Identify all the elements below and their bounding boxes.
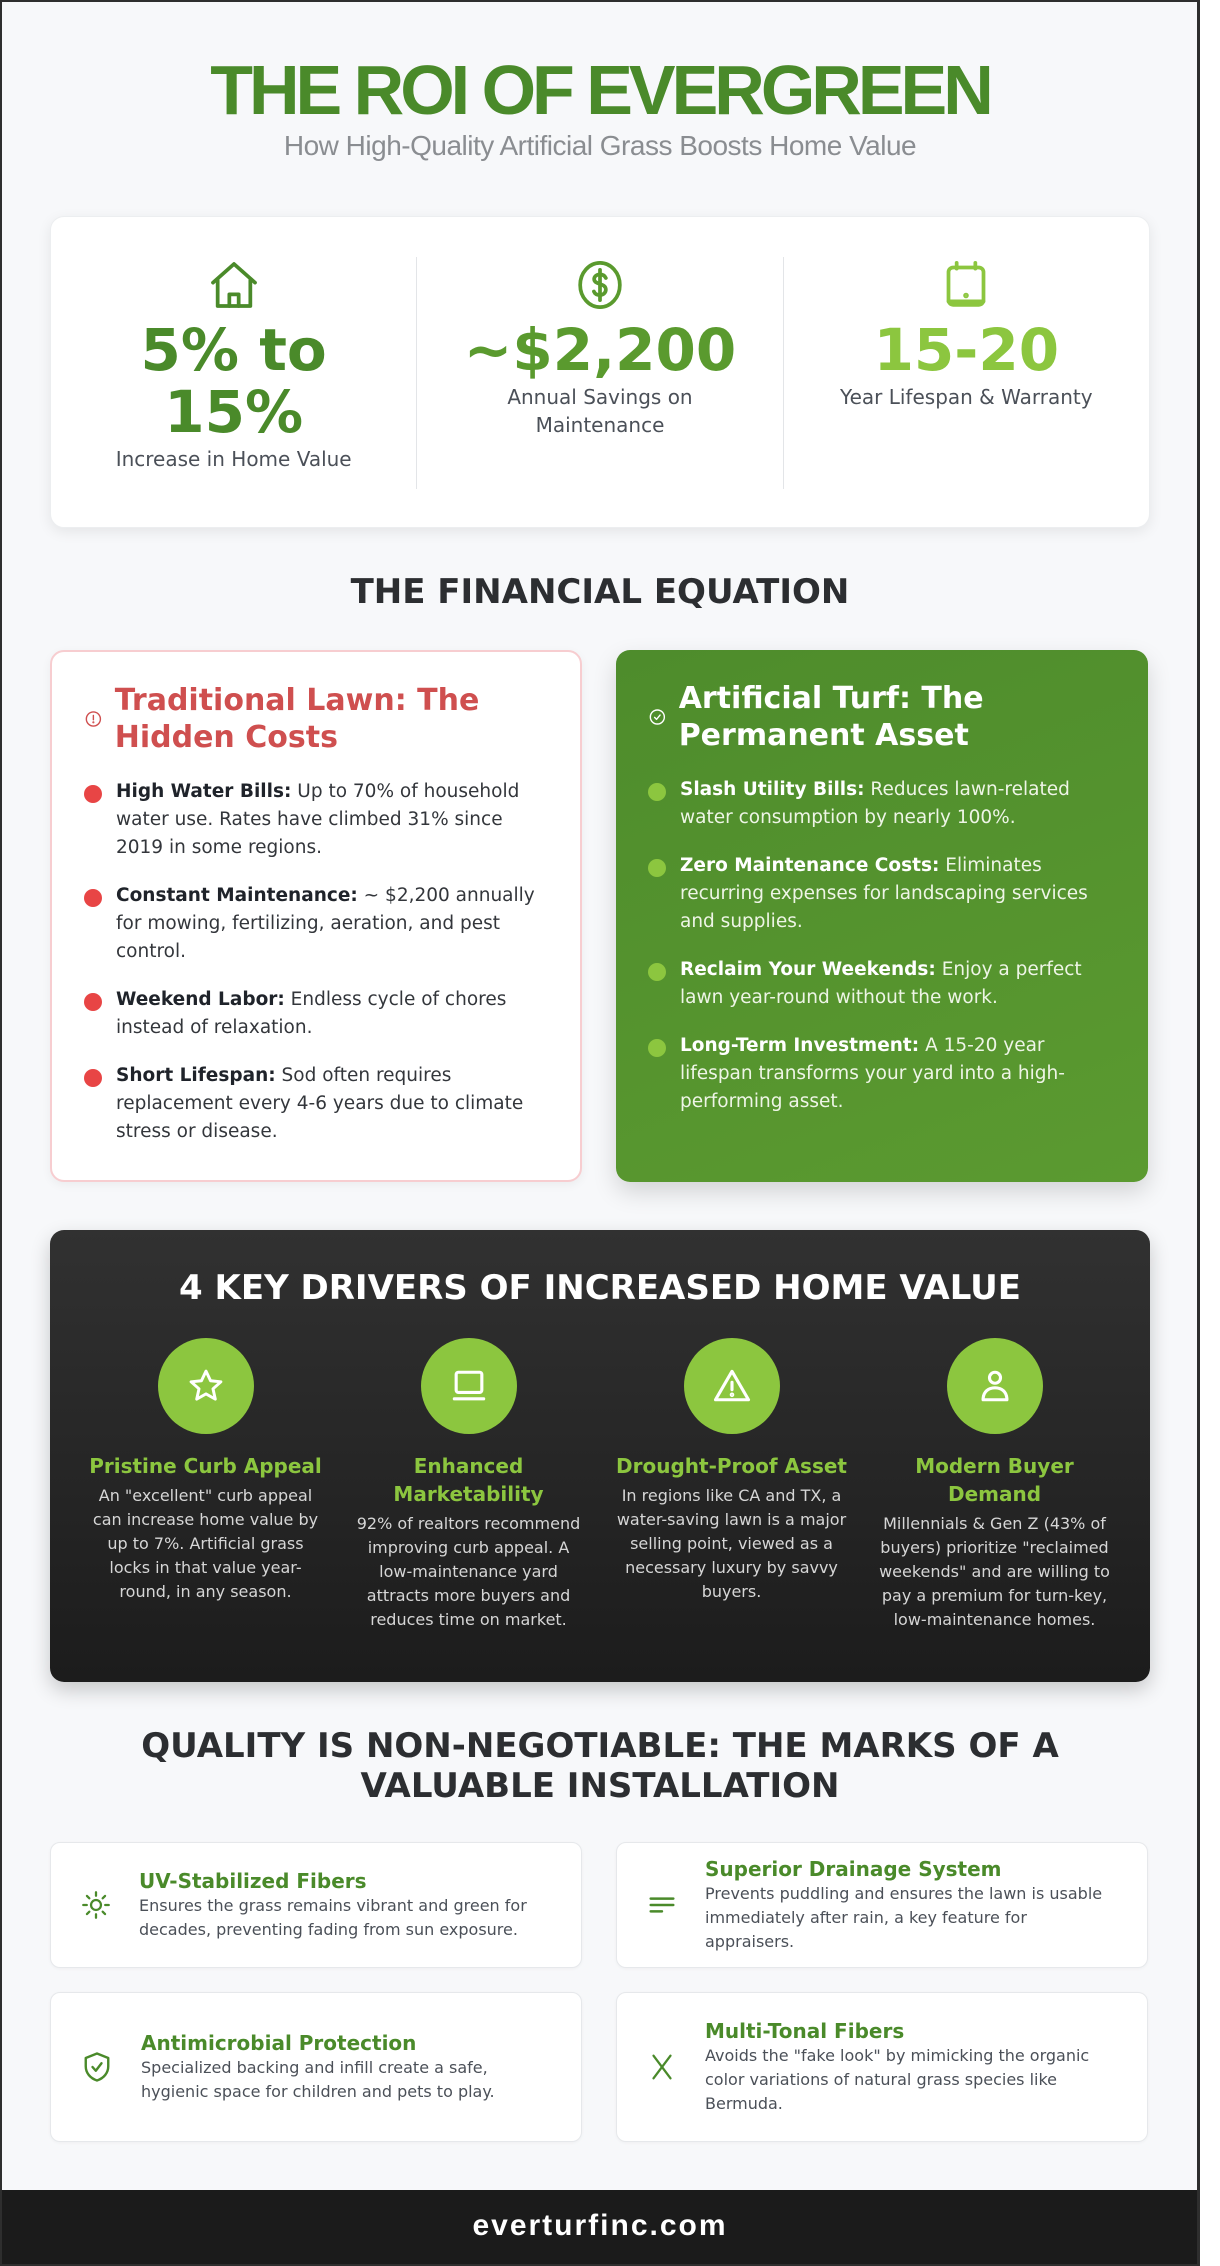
stat-value: 5% to 15% bbox=[140, 316, 327, 446]
stats-card bbox=[50, 216, 1150, 528]
artificial-turf-title: Artificial Turf: The Permanent Asset bbox=[678, 681, 984, 753]
drainage-lines-icon bbox=[645, 1888, 679, 1922]
bullet-dot-icon bbox=[84, 785, 102, 803]
list-item: Slash Utility Bills: Reduces lawn-related water consumption by nearly 100%. bbox=[648, 776, 1114, 832]
house-icon bbox=[206, 257, 262, 313]
stat-annual-savings bbox=[416, 257, 782, 489]
quality-text: Specialized backing and infill create a safe, hygienic space for children and pets to play. bbox=[141, 2058, 495, 2101]
x-icon bbox=[645, 2050, 679, 2084]
website-link[interactable]: everturfinc.com bbox=[472, 2209, 728, 2242]
traditional-lawn-card bbox=[50, 650, 582, 1182]
driver-text: 92% of realtors recommend improving curb appeal. A low-maintenance yard attracts more buyers and reduces time on market. bbox=[356, 1514, 581, 1629]
driver-marketability bbox=[337, 1338, 600, 1632]
bullet-dot-icon bbox=[84, 1069, 102, 1087]
sun-icon bbox=[79, 1888, 113, 1922]
list-item: Zero Maintenance Costs: Eliminates recurring expenses for landscaping services and supplies. bbox=[648, 852, 1114, 936]
key-drivers-title: 4 KEY DRIVERS OF INCREASED HOME VALUE bbox=[179, 1268, 1021, 1308]
stat-value: 15-20 bbox=[873, 316, 1060, 384]
driver-drought-proof bbox=[600, 1338, 863, 1632]
alert-circle-icon bbox=[84, 706, 103, 732]
traditional-cost-list bbox=[84, 778, 546, 1146]
quality-section-title: QUALITY IS NON-NEGOTIABLE: THE MARKS OF A VALUABLE INSTALLATION bbox=[141, 1726, 1059, 1806]
driver-curb-appeal bbox=[74, 1338, 337, 1632]
page-subtitle: How High-Quality Artificial Grass Boosts Home Value bbox=[283, 130, 917, 161]
list-item: High Water Bills: Up to 70% of household water use. Rates have climbed 31% since 2019 in some regions. bbox=[84, 778, 546, 862]
bullet-dot-icon bbox=[648, 963, 666, 981]
check-circle-icon bbox=[648, 704, 667, 730]
quality-title: Multi-Tonal Fibers bbox=[705, 2019, 905, 2043]
footer bbox=[2, 2190, 1198, 2266]
artificial-turf-card bbox=[616, 650, 1148, 1182]
dollar-circle-icon bbox=[572, 257, 628, 313]
stat-lifespan bbox=[783, 257, 1149, 489]
bullet-dot-icon bbox=[84, 889, 102, 907]
bullet-dot-icon bbox=[648, 1039, 666, 1057]
stat-label: Annual Savings on Maintenance bbox=[507, 385, 693, 437]
quality-drainage bbox=[616, 1842, 1148, 1968]
financial-section-title: THE FINANCIAL EQUATION bbox=[350, 572, 850, 612]
star-icon bbox=[185, 1365, 227, 1407]
shield-check-icon bbox=[79, 2049, 115, 2085]
quality-uv-fibers bbox=[50, 1842, 582, 1968]
stat-value: ~$2,200 bbox=[463, 316, 737, 384]
list-item: Constant Maintenance: ~ $2,200 annually for mowing, fertilizing, aeration, and pest control. bbox=[84, 882, 546, 966]
bullet-dot-icon bbox=[648, 783, 666, 801]
bullet-dot-icon bbox=[648, 859, 666, 877]
quality-text: Prevents puddling and ensures the lawn is usable immediately after rain, a key feature for appraisers. bbox=[705, 1884, 1103, 1951]
list-item: Long-Term Investment: A 15-20 year lifespan transforms your yard into a high-performing asset. bbox=[648, 1032, 1114, 1116]
list-item: Weekend Labor: Endless cycle of chores instead of relaxation. bbox=[84, 986, 546, 1042]
driver-title: Pristine Curb Appeal bbox=[89, 1454, 322, 1478]
quality-title: Antimicrobial Protection bbox=[141, 2031, 417, 2055]
quality-multi-tonal bbox=[616, 1992, 1148, 2142]
page-title: THE ROI OF EVERGREEN bbox=[210, 51, 990, 129]
quality-text: Ensures the grass remains vibrant and green for decades, preventing fading from sun exposure. bbox=[139, 1896, 527, 1939]
driver-title: Enhanced Marketability bbox=[393, 1454, 544, 1506]
quality-title: UV-Stabilized Fibers bbox=[139, 1869, 367, 1893]
bullet-dot-icon bbox=[84, 993, 102, 1011]
quality-title: Superior Drainage System bbox=[705, 1857, 1002, 1881]
driver-text: An "excellent" curb appeal can increase home value by up to 7%. Artificial grass locks in that value year-round, in any season. bbox=[92, 1486, 319, 1601]
driver-text: Millennials & Gen Z (43% of buyers) prioritize "reclaimed weekends" and are willing to pay a premium for turn-key, low-maintenance homes. bbox=[879, 1514, 1110, 1629]
driver-text: In regions like CA and TX, a water-saving lawn is a major selling point, viewed as a necessary luxury by savvy buyers. bbox=[616, 1486, 847, 1601]
stat-home-value bbox=[51, 257, 416, 489]
user-icon bbox=[973, 1364, 1017, 1408]
stat-label: Increase in Home Value bbox=[115, 447, 352, 471]
list-item: Short Lifespan: Sod often requires replacement every 4-6 years due to climate stress or disease. bbox=[84, 1062, 546, 1146]
laptop-icon bbox=[447, 1364, 491, 1408]
stat-label: Year Lifespan & Warranty bbox=[840, 385, 1093, 409]
list-item: Reclaim Your Weekends: Enjoy a perfect lawn year-round without the work. bbox=[648, 956, 1114, 1012]
warning-triangle-icon bbox=[710, 1364, 754, 1408]
driver-buyer-demand bbox=[863, 1338, 1126, 1632]
driver-title: Drought-Proof Asset bbox=[616, 1454, 847, 1478]
driver-title: Modern Buyer Demand bbox=[915, 1454, 1074, 1506]
quality-text: Avoids the "fake look" by mimicking the organic color variations of natural grass species like Bermuda. bbox=[705, 2046, 1090, 2113]
traditional-lawn-title: Traditional Lawn: The Hidden Costs bbox=[114, 683, 480, 755]
artificial-benefit-list bbox=[648, 776, 1114, 1116]
key-drivers-section bbox=[50, 1230, 1150, 1682]
calendar-icon bbox=[938, 257, 994, 313]
quality-antimicrobial bbox=[50, 1992, 582, 2142]
